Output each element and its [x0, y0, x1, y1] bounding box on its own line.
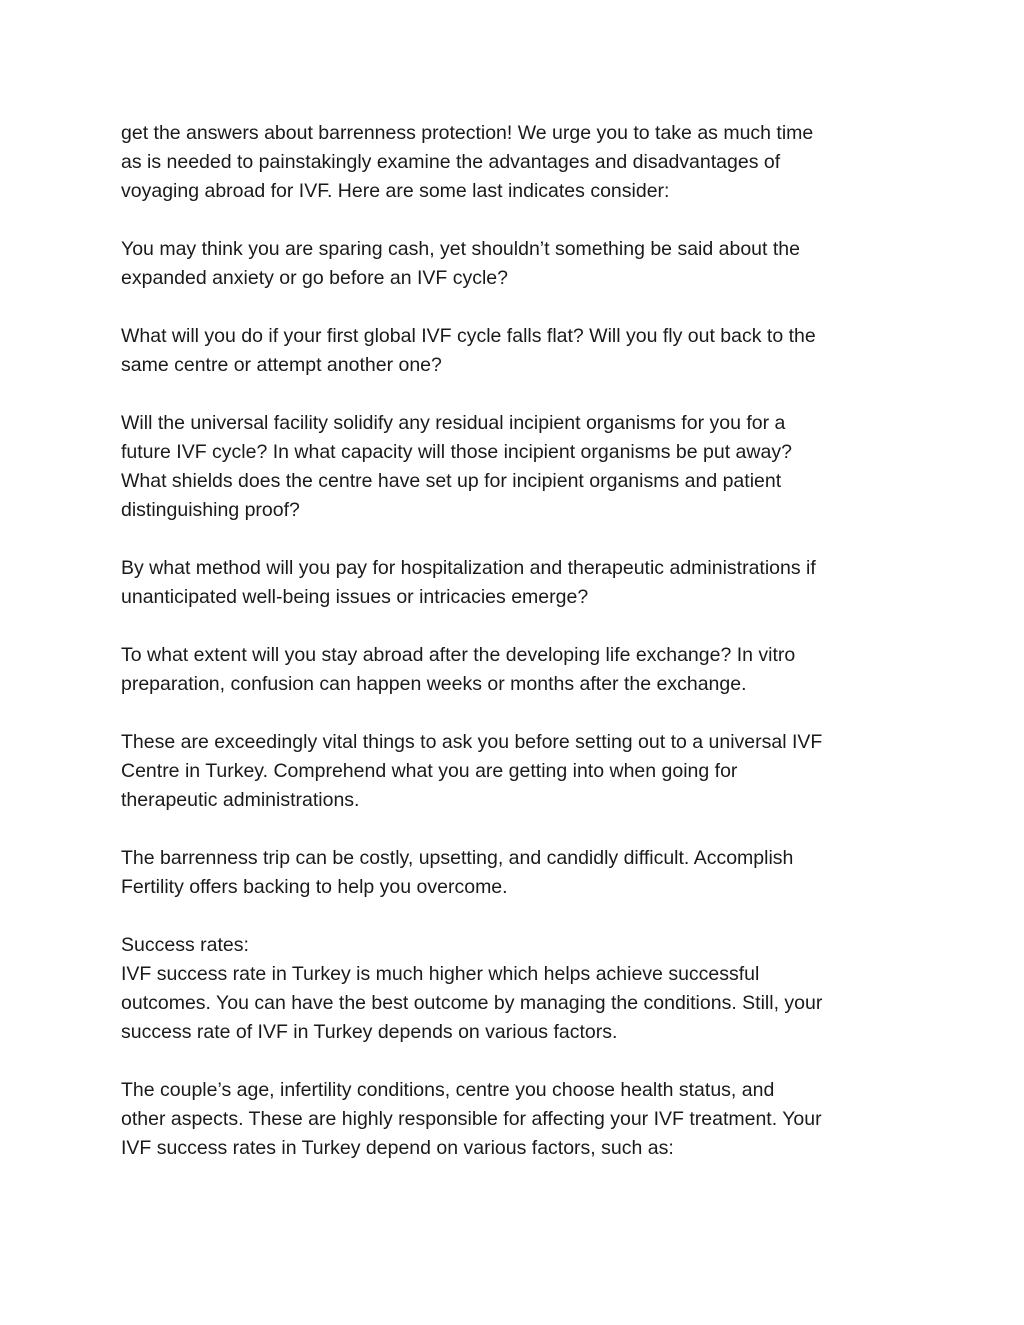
text-line: What shields does the centre have set up for incipient organisms and patient: [121, 470, 782, 492]
paragraph-first-cycle: [121, 322, 911, 380]
paragraph-hospitalization: [121, 554, 911, 612]
paragraph-factors: [121, 1076, 911, 1163]
text-line: unanticipated well-being issues or intricacies emerge?: [121, 586, 589, 608]
text-line: as is needed to painstakingly examine the advantages and disadvantages of: [121, 151, 781, 173]
text-line: Centre in Turkey. Comprehend what you are getting into when going for: [121, 760, 738, 782]
text-line: IVF success rate in Turkey is much higher which helps achieve successful: [121, 963, 760, 985]
text-line: therapeutic administrations.: [121, 789, 360, 811]
text-line: get the answers about barrenness protection! We urge you to take as much time: [121, 122, 814, 144]
paragraph-incipient-organisms: [121, 409, 911, 525]
text-line: expanded anxiety or go before an IVF cycle?: [121, 267, 508, 289]
success-rates-heading: Success rates:: [121, 934, 249, 956]
paragraph-barrenness-trip: [121, 844, 911, 902]
text-line: other aspects. These are highly responsible for affecting your IVF treatment. Your: [121, 1108, 822, 1130]
paragraph-barrenness-protection: [121, 119, 911, 206]
text-line: future IVF cycle? In what capacity will those incipient organisms be put away?: [121, 441, 792, 463]
text-line: Fertility offers backing to help you overcome.: [121, 876, 508, 898]
text-line: voyaging abroad for IVF. Here are some last indicates consider:: [121, 180, 670, 202]
text-line: IVF success rates in Turkey depend on various factors, such as:: [121, 1137, 674, 1159]
text-line: These are exceedingly vital things to ask you before setting out to a universal IVF: [121, 731, 823, 753]
paragraph-success-rates: [121, 931, 911, 1047]
text-line: To what extent will you stay abroad after the developing life exchange? In vitro: [121, 644, 796, 666]
text-line: By what method will you pay for hospitalization and therapeutic administrations if: [121, 557, 816, 579]
paragraph-sparing-cash: [121, 235, 911, 293]
text-line: What will you do if your first global IVF cycle falls flat? Will you fly out back to the: [121, 325, 816, 347]
text-line: You may think you are sparing cash, yet shouldn’t something be said about the: [121, 238, 800, 260]
paragraph-stay-abroad: [121, 641, 911, 699]
text-line: same centre or attempt another one?: [121, 354, 442, 376]
text-line: The barrenness trip can be costly, upsetting, and candidly difficult. Accomplish: [121, 847, 794, 869]
paragraph-vital-things: [121, 728, 911, 815]
text-line: outcomes. You can have the best outcome by managing the conditions. Still, your: [121, 992, 823, 1014]
document-body: [121, 119, 911, 1192]
text-line: success rate of IVF in Turkey depends on various factors.: [121, 1021, 618, 1043]
text-line: The couple’s age, infertility conditions, centre you choose health status, and: [121, 1079, 775, 1101]
text-line: Will the universal facility solidify any residual incipient organisms for you for a: [121, 412, 786, 434]
text-line: distinguishing proof?: [121, 499, 300, 521]
text-line: preparation, confusion can happen weeks or months after the exchange.: [121, 673, 747, 695]
